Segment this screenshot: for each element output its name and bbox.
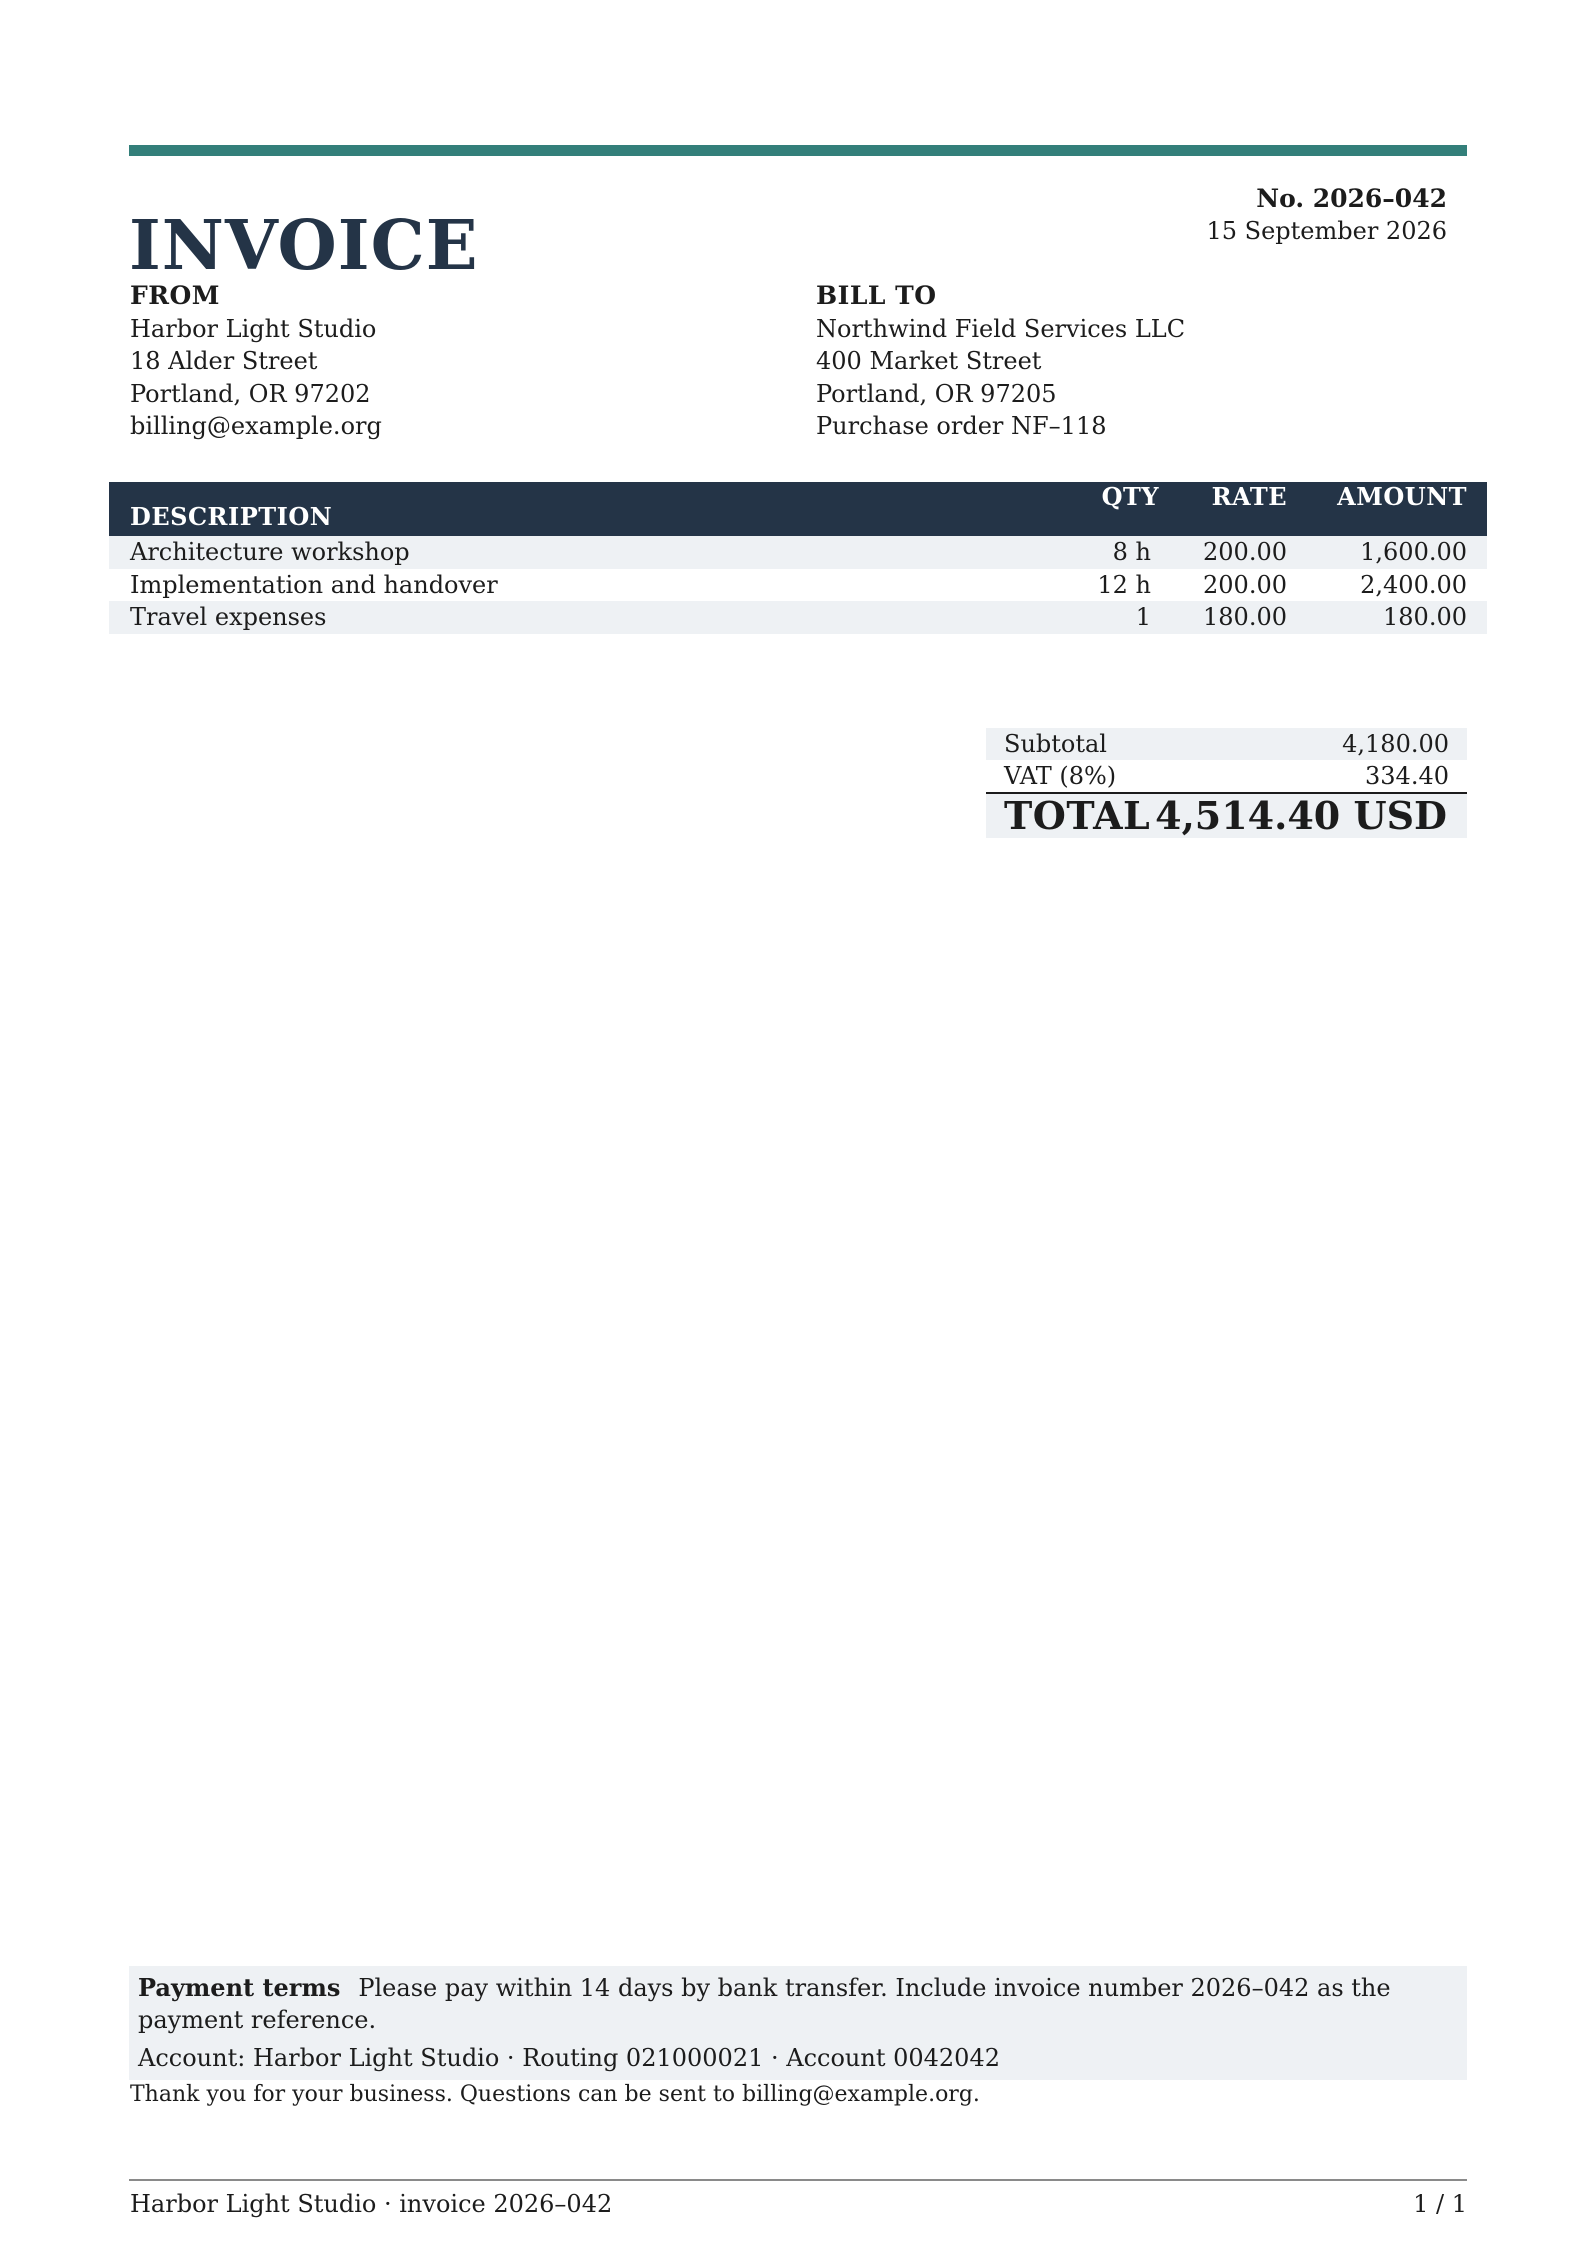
table-row bbox=[109, 569, 1487, 602]
cell-rate: 180.00 bbox=[1203, 603, 1287, 631]
from-line: 18 Alder Street bbox=[130, 347, 318, 375]
total-value: 4,514.40 USD bbox=[1155, 793, 1447, 838]
subtotal-label: Subtotal bbox=[1004, 730, 1107, 758]
footer-divider bbox=[129, 2179, 1467, 2181]
subtotal-row bbox=[986, 728, 1467, 760]
table-body bbox=[109, 536, 1487, 634]
accent-bar bbox=[129, 145, 1467, 156]
from-block bbox=[130, 280, 382, 443]
header-rate: RATE bbox=[1211, 482, 1287, 511]
payment-terms-box bbox=[129, 1966, 1467, 2080]
payment-terms-label: Payment terms bbox=[138, 1973, 341, 2002]
invoice-number: No. 2026–042 bbox=[1256, 184, 1447, 213]
bill-to-block bbox=[816, 280, 1185, 443]
cell-rate: 200.00 bbox=[1203, 570, 1287, 599]
footer-text: Harbor Light Studio · invoice 2026–042 bbox=[130, 2190, 613, 2218]
cell-rate: 200.00 bbox=[1203, 538, 1287, 566]
bill-to-line: Portland, OR 97205 bbox=[816, 379, 1057, 408]
page-number: 1 / 1 bbox=[1413, 2190, 1467, 2218]
cell-amount: 180.00 bbox=[1383, 603, 1467, 631]
from-line: Portland, OR 97202 bbox=[130, 379, 371, 408]
header-qty: QTY bbox=[1101, 482, 1159, 511]
cell-description: Travel expenses bbox=[130, 603, 327, 631]
payment-terms-text: Please pay within 14 days by bank transfer. Include invoice number 2026–042 as the payment reference. bbox=[138, 1974, 1391, 2034]
thank-you-note: Thank you for your business. Questions can be sent to billing@example.org. bbox=[130, 2082, 980, 2107]
cell-qty: 12 h bbox=[1097, 570, 1151, 599]
bill-to-line: 400 Market Street bbox=[816, 347, 1042, 375]
cell-description: Architecture workshop bbox=[130, 538, 410, 566]
payment-terms bbox=[138, 1972, 1457, 2036]
from-heading: FROM bbox=[130, 281, 220, 310]
bill-to-heading: BILL TO bbox=[816, 281, 937, 310]
invoice-meta bbox=[1206, 183, 1447, 247]
purchase-order: Purchase order NF–118 bbox=[816, 412, 1107, 440]
cell-qty: 8 h bbox=[1112, 538, 1151, 566]
totals-block bbox=[986, 728, 1467, 838]
bill-to-line: Northwind Field Services LLC bbox=[816, 314, 1186, 343]
cell-qty: 1 bbox=[1135, 603, 1151, 631]
cell-amount: 1,600.00 bbox=[1360, 538, 1467, 566]
cell-description: Implementation and handover bbox=[130, 570, 498, 599]
table-row bbox=[109, 536, 1487, 569]
line-items-table bbox=[109, 482, 1487, 634]
table-row bbox=[109, 601, 1487, 634]
invoice-title: INVOICE bbox=[129, 206, 479, 286]
vat-label: VAT (8%) bbox=[1004, 762, 1117, 790]
invoice-date: 15 September 2026 bbox=[1206, 217, 1447, 245]
from-line: Harbor Light Studio bbox=[130, 314, 377, 343]
vat-row bbox=[986, 760, 1467, 792]
total-label: TOTAL bbox=[1004, 793, 1151, 838]
cell-amount: 2,400.00 bbox=[1360, 570, 1467, 599]
vat-value: 334.40 bbox=[1365, 762, 1449, 790]
table-header bbox=[109, 482, 1487, 536]
from-email: billing@example.org bbox=[130, 412, 382, 440]
account-details: Account: Harbor Light Studio · Routing 021000021 · Account 0042042 bbox=[138, 2044, 1000, 2072]
subtotal-value: 4,180.00 bbox=[1342, 730, 1449, 758]
header-description: DESCRIPTION bbox=[130, 502, 333, 531]
total-row bbox=[986, 794, 1467, 838]
header-amount: AMOUNT bbox=[1337, 482, 1467, 511]
